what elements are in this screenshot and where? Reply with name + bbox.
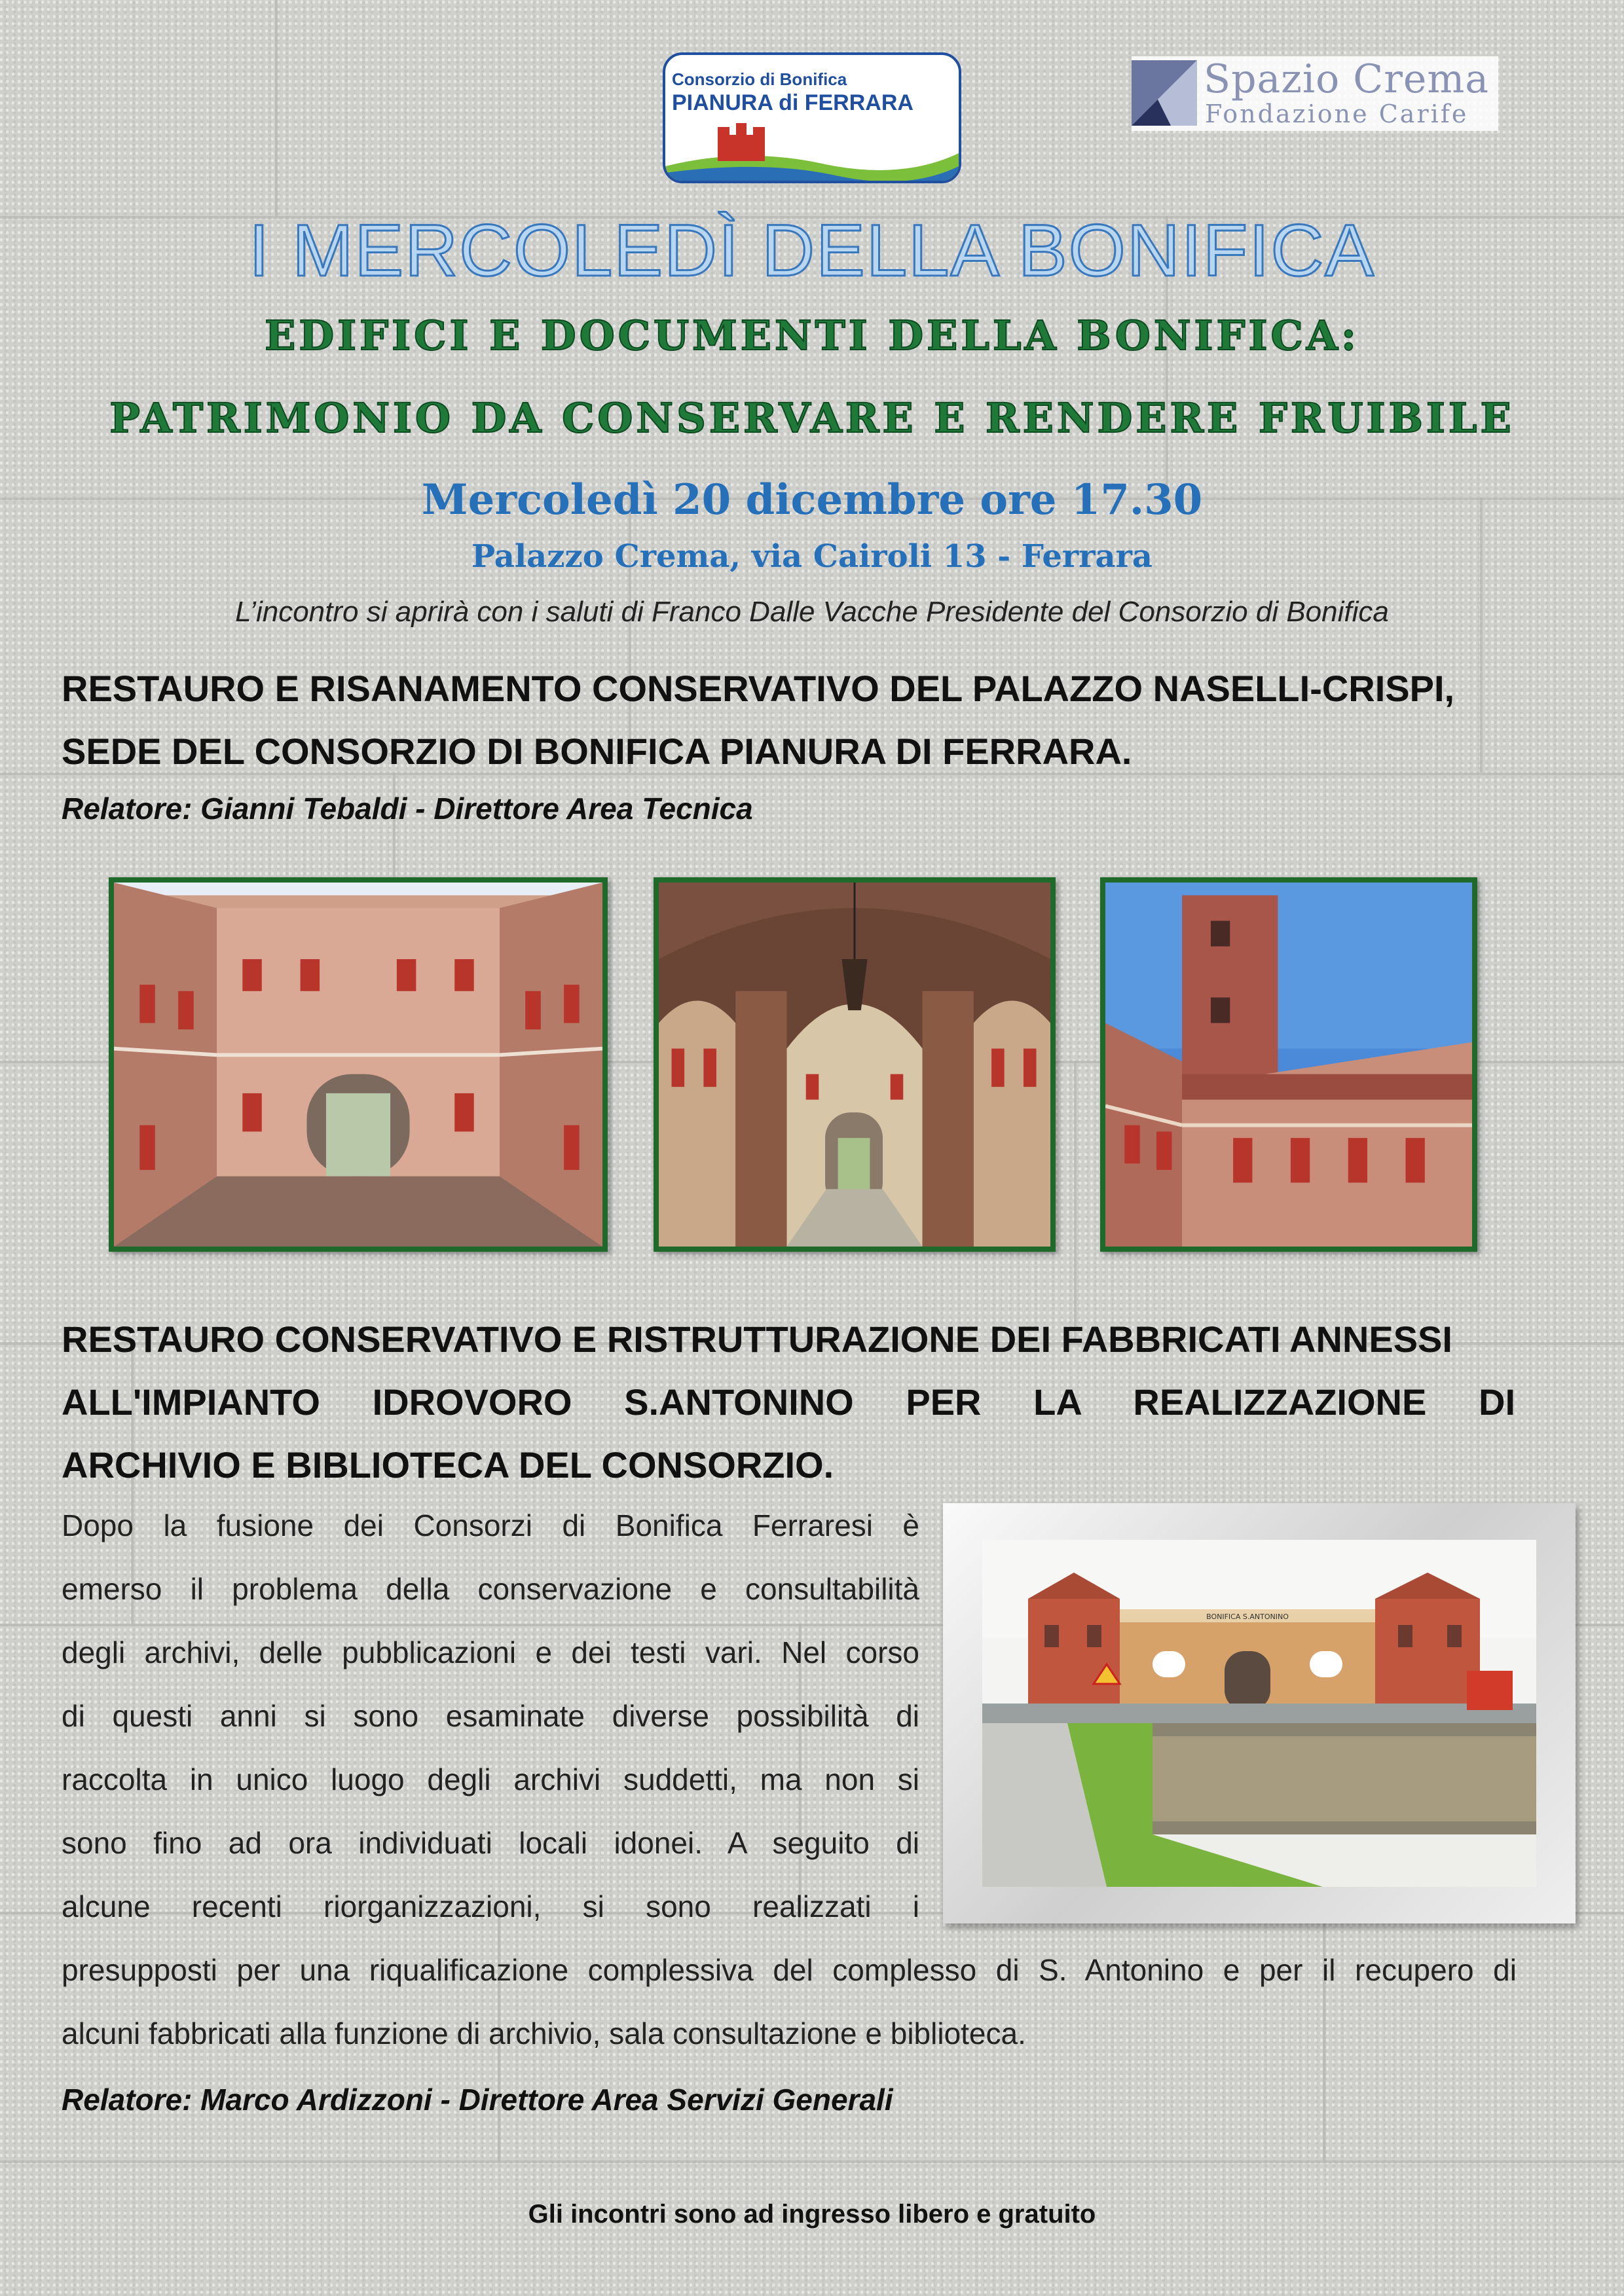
fondazione-carife-name: Fondazione Carife [1205, 100, 1469, 128]
event-intro: L’incontro si aprirà con i saluti di Franco Dalle Vacche Presidente del Consorzio di Bonifica [235, 596, 1389, 628]
body-line: alcune recenti riorganizzazioni, si sono realizzati i [62, 1889, 919, 1923]
section2-body-full [62, 1939, 1517, 2066]
body-line: raccolta in unico luogo degli archivi suddetti, ma non si [62, 1762, 919, 1796]
body-line: degli archivi, delle pubblicazioni e dei testi vari. Nel corso [62, 1635, 919, 1669]
consorzio-logo [663, 52, 961, 183]
section1-heading-line2: SEDE DEL CONSORZIO DI BONIFICA PIANURA DI FERRARA. [62, 731, 1132, 772]
section2-body-left [62, 1494, 919, 1939]
event-place: Palazzo Crema, via Cairoli 13 - Ferrara [471, 538, 1153, 575]
section2-speaker: Relatore: Marco Ardizzoni - Direttore Area Servizi Generali [62, 2083, 893, 2117]
section2-heading-line1: RESTAURO CONSERVATIVO E RISTRUTTURAZIONE DEI FABBRICATI ANNESSI [62, 1319, 1452, 1360]
spazio-crema-name: Spazio Crema [1204, 56, 1490, 102]
spazio-crema-logo [1132, 56, 1498, 131]
event-date: Mercoledì 20 dicembre ore 17.30 [421, 475, 1203, 524]
body-line: presupposti per una riqualificazione complessiva del complesso di S. Antonino e per il recupero di [62, 1953, 1517, 1987]
consorzio-logo-line1: Consorzio di Bonifica [672, 69, 847, 89]
subtitle-line1: EDIFICI E DOCUMENTI DELLA BONIFICA: [265, 312, 1359, 359]
subtitle-line2: PATRIMONIO DA CONSERVARE E RENDERE FRUIBILE [109, 394, 1515, 442]
body-line: sono fino ad ora individuati locali idonei. A seguito di [62, 1826, 919, 1860]
section1-speaker: Relatore: Gianni Tebaldi - Direttore Area Tecnica [62, 792, 753, 826]
footer-note: Gli incontri sono ad ingresso libero e gratuito [528, 2200, 1096, 2229]
consorzio-logo-line2: PIANURA di FERRARA [672, 90, 913, 115]
section1-heading-line1: RESTAURO E RISANAMENTO CONSERVATIVO DEL PALAZZO NASELLI-CRISPI, [62, 668, 1455, 709]
section2-heading-line3: ARCHIVIO E BIBLIOTECA DEL CONSORZIO. [62, 1444, 834, 1485]
body-line: alcuni fabbricati alla funzione di archivio, sala consultazione e biblioteca. [62, 2016, 1026, 2050]
body-line: Dopo la fusione dei Consorzi di Bonifica Ferraresi è [62, 1508, 919, 1542]
pumping-station-photo-frame [943, 1503, 1576, 1923]
castle-landscape-icon [665, 120, 959, 183]
section2-heading-line2: ALL'IMPIANTO IDROVORO S.ANTONINO PER LA REALIZZAZIONE DI [62, 1381, 1515, 1423]
page-title: I MERCOLEDÌ DELLA BONIFICA [249, 210, 1375, 291]
spazio-crema-emblem-icon [1132, 60, 1197, 126]
courtyard-photo [109, 877, 608, 1252]
building-sign-text: BONIFICA S.ANTONINO [1206, 1613, 1289, 1621]
pumping-station-photo [982, 1540, 1536, 1887]
body-line: di questi anni si sono esaminate diverse possibilità di [62, 1699, 919, 1733]
portico-photo [654, 877, 1056, 1252]
tower-photo [1100, 877, 1477, 1252]
body-line: emerso il problema della conservazione e consultabilità [62, 1572, 919, 1606]
